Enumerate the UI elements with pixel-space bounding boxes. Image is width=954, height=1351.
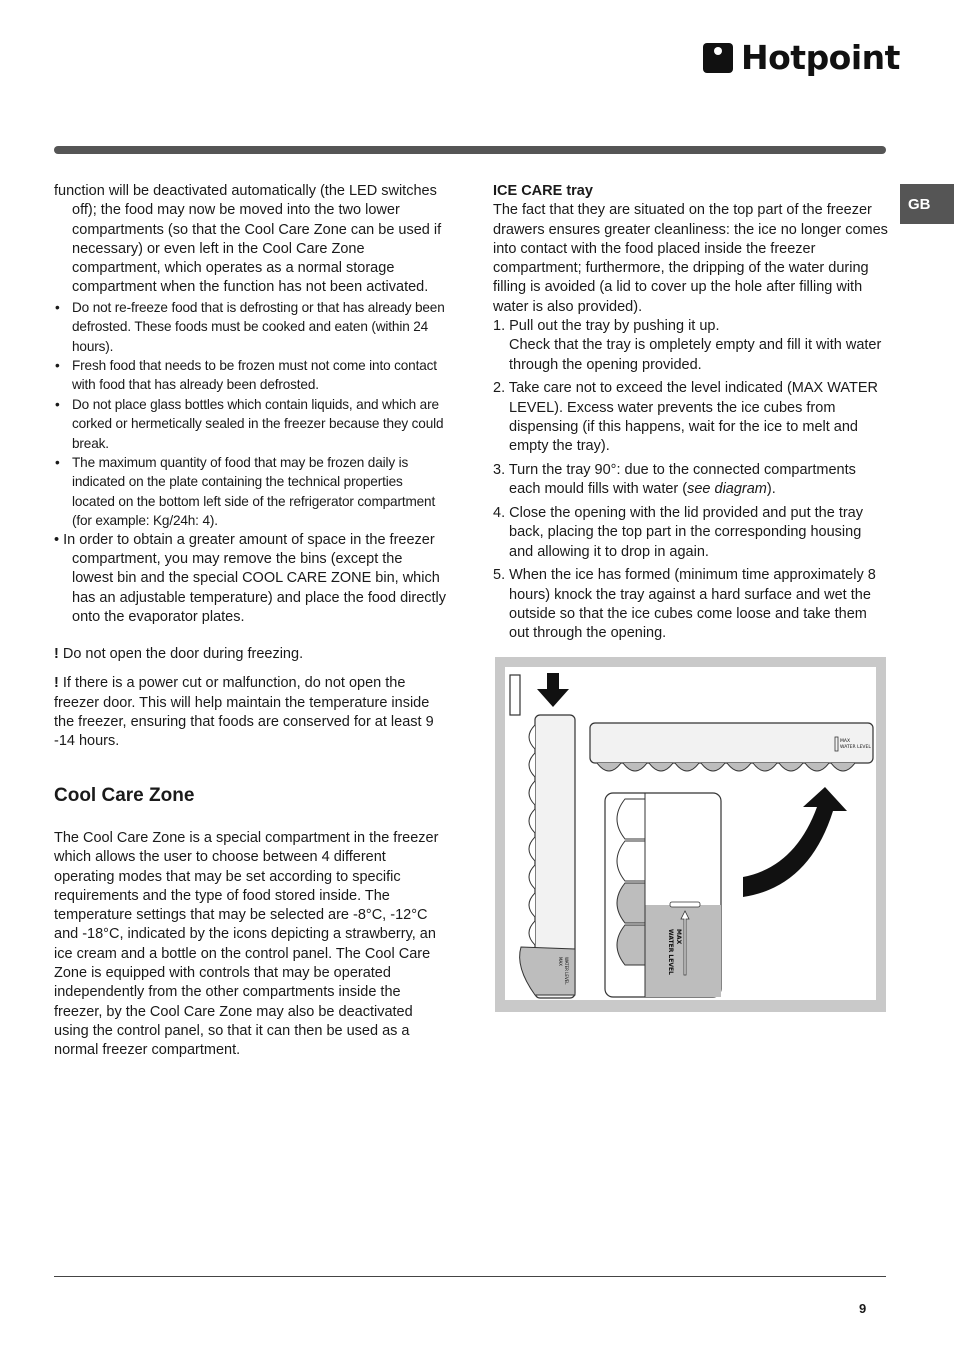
list-item (493, 461, 888, 500)
lid-shape (510, 675, 520, 715)
ice-care-heading: ICE CARE tray (493, 183, 593, 199)
header-divider-bar (54, 146, 886, 154)
step-3-text: 3. Turn the tray 90°: due to the connected compartments each mould fills with water ( (493, 461, 856, 498)
footer-divider (54, 1276, 886, 1277)
warning-door (54, 645, 446, 664)
horizontal-tray (590, 723, 873, 763)
warning-power-cut (54, 674, 446, 751)
vertical-tray-moulds (529, 725, 535, 945)
language-tab (900, 184, 954, 224)
step-3-end: ). (766, 481, 776, 498)
list-item: 2. Take care not to exceed the level indicated (MAX WATER LEVEL). Excess water prevents the ice cubes from dispensing (if this happens, wait for the ice to melt and empty the tray). (493, 380, 878, 455)
ice-care-intro: The fact that they are situated on the top part of the freezer drawers ensures greater cleanliness: the ice no longer comes into contact with the food placed inside the freezer compartment; furthermore, the dripping of the water during filling is avoided (a lid to cover up the hole after filling with water is also provided). (493, 202, 888, 315)
horizontal-tray-moulds (597, 763, 855, 771)
list-item: 5. When the ice has formed (minimum time approximately 8 hours) knock the tray against a hard surface and wet the outside so that the ice cubes come loose and take them out through the opening. (493, 567, 876, 642)
language-tab-label: GB (908, 195, 931, 213)
diagram-canvas (505, 667, 876, 1000)
ice-tray-steps (493, 317, 888, 643)
page-number: 9 (859, 1301, 867, 1316)
horizontal-tray-max-label: MAX (840, 739, 851, 744)
cool-care-zone-heading: Cool Care Zone (54, 784, 195, 806)
safety-bullet-list (54, 298, 446, 531)
list-item (493, 317, 888, 375)
filling-tray-water-level-label: WATER LEVEL (667, 929, 674, 975)
warning-text: Do not open the door during freezing. (58, 646, 304, 663)
ice-tray-diagram (495, 657, 886, 1012)
rotate-arrow-icon (743, 787, 847, 897)
bins-bullet: • In order to obtain a greater amount of space in the freezer compartment, you may remove the bins (except the lowest bin and the special COOL CARE ZONE bin, which has an adjustable temperature) and place the food directly onto the evaporator plates. (54, 531, 447, 625)
horizontal-tray-water-level-label: WATER LEVEL (840, 745, 871, 750)
vertical-tray-max-label: MAX (558, 957, 563, 966)
max-line-marker (670, 902, 700, 907)
right-column (493, 182, 888, 648)
vertical-tray-water-level-label: WATER LEVEL (564, 957, 569, 985)
list-item: • The maximum quantity of food that may be frozen daily is indicated on the plate containing the technical properties located on the bottom left side of the refrigerator compartment (for example: Kg/24h: 4). (54, 453, 446, 531)
step-1-title: 1. Pull out the tray by pushing it up. (493, 318, 720, 335)
left-column (54, 182, 446, 1060)
ice-tray-illustration (505, 667, 876, 1000)
hotpoint-logo-mark (703, 43, 733, 73)
intro-paragraph: function will be deactivated automatically (the LED switches off); the food may now be moved into the two lower compartments (so that the Cool Care Zone can be used if necessary) or even left in the Cool Care Zone compartment, which operates as a normal storage compartment when the function has not been activated. (54, 183, 442, 296)
warning-mark: ! (54, 675, 59, 692)
hotpoint-logo (703, 38, 900, 77)
list-item: • Fresh food that needs to be frozen must not come into contact with food that has already been defrosted. (54, 356, 446, 395)
warning-mark: ! (54, 646, 59, 663)
brand-name: Hotpoint (741, 38, 900, 77)
cool-care-zone-body: The Cool Care Zone is a special compartment in the freezer which allows the user to choose between 4 different operating modes that may be set according to specific requirements and the type of food stored inside. The temperature settings that may be selected are -8°C, -12°C and -18°C, indicated by the icons depicting a strawberry, an ice cream and a bottle on the control panel. The Cool Care Zone is equipped with controls that may be operated independently from the other compartments inside the freezer, by the Cool Care Zone may also be deactivated using the control panel, so that it can then be used as a normal freezer compartment. (54, 829, 439, 1059)
step-3-diagram-ref: see diagram (687, 481, 767, 498)
step-1-detail: Check that the tray is ompletely empty and fill it with water through the opening provided. (509, 337, 882, 373)
list-item: • Do not place glass bottles which contain liquids, and which are corked or hermetically sealed in the freezer because they could break. (54, 395, 446, 453)
list-item: 4. Close the opening with the lid provided and put the tray back, placing the top part in the corresponding housing and allowing it to drop in again. (493, 504, 863, 560)
warning-text: If there is a power cut or malfunction, do not open the freezer door. This will help maintain the temperature inside the freezer, ensuring that foods are conserved for at least 9 -14 hours. (54, 675, 434, 750)
list-item: • Do not re-freeze food that is defrosting or that has already been defrosted. These foods must be cooked and eaten (within 24 hours). (54, 298, 446, 356)
filling-tray-max-label: MAX (675, 929, 682, 945)
down-arrow-icon (537, 673, 569, 707)
